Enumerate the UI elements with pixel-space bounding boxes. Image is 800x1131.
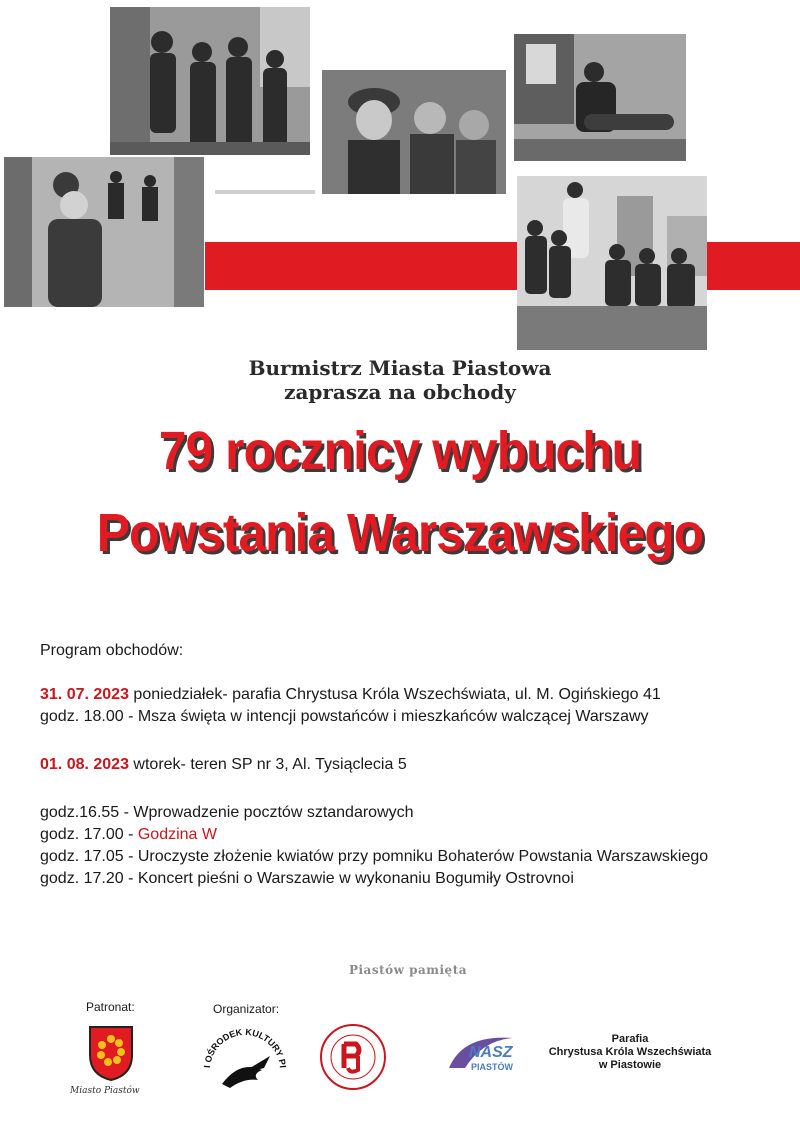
mok-logo xyxy=(200,1022,290,1112)
event-4: godz. 17.20 - Koncert pieśni o Warszawie w wykonaniu Bogumiły Ostrovnoi xyxy=(40,870,574,887)
mok-arc-text: I OŚRODEK KULTURY PI xyxy=(202,1026,288,1069)
insurgents-group-street-photo xyxy=(110,7,310,155)
event-2 xyxy=(40,824,217,845)
young-insurgent-walking-photo xyxy=(4,157,204,307)
nasz-piastow-logo xyxy=(443,1030,533,1080)
headline-line-1: 79 rocznicy wybuchu xyxy=(158,421,642,481)
day1-description: poniedziałek- parafia Chrystusa Króla Wszechświata, ul. M. Ogińskiego 41 xyxy=(128,686,661,703)
parish-line-1: Parafia xyxy=(611,1033,649,1045)
headline-line-2: Powstania Warszawskiego xyxy=(96,503,704,563)
nasz-logo-text: NASZ xyxy=(469,1044,513,1061)
invite-line: zaprasza na obchody xyxy=(284,380,516,404)
flag-red-stripe xyxy=(205,242,800,290)
town-signature: Miasto Piastów xyxy=(70,1086,140,1096)
insurgent-carrying-comrade-photo xyxy=(514,34,686,161)
event-3: godz. 17.05 - Uroczyste złożenie kwiatów przy pomniku Bohaterów Powstania Warszawskiego xyxy=(40,848,709,865)
day2-date: 01. 08. 2023 xyxy=(40,756,129,773)
patronat-label: Patronat: xyxy=(86,1000,135,1014)
parish-line-3: w Piastowie xyxy=(598,1059,662,1071)
inviter-line: Burmistrz Miasta Piastowa xyxy=(248,356,552,380)
motto: Piastów pamięta xyxy=(348,963,468,977)
day1-mass: godz. 18.00 - Msza święta w intencji powstańców i mieszkańców walczącej Warszawy xyxy=(40,708,649,725)
program-title: Program obchodów: xyxy=(40,642,184,659)
event-2-prefix: godz. 17.00 - xyxy=(40,826,138,843)
day2-description: wtorek- teren SP nr 3, Al. Tysiąclecia 5 xyxy=(128,756,407,773)
piastow-coat-of-arms-logo xyxy=(88,1025,134,1081)
organizator-label: Organizator: xyxy=(213,1002,280,1016)
parish-credit xyxy=(540,1033,720,1072)
nasz-logo-subtext: PIASTÓW xyxy=(471,1062,513,1072)
program-day2-line xyxy=(40,754,407,775)
day1-date: 31. 07. 2023 xyxy=(40,686,129,703)
event-2-highlight: Godzina W xyxy=(137,826,217,843)
svg-text:MIEJSKI OŚRODEK KULTURY PIASTÓ xyxy=(200,1022,288,1068)
grey-divider xyxy=(215,190,315,194)
parish-line-2: Chrystusa Króla Wszechświata xyxy=(548,1046,712,1058)
event-1: godz.16.55 - Wprowadzenie pocztów sztandarowych xyxy=(40,804,414,821)
program-day1-line xyxy=(40,684,661,705)
insurgents-resting-ruins-photo xyxy=(517,176,707,350)
smiling-insurgents-helmets-photo xyxy=(322,70,506,194)
polish-underground-state-seal-logo xyxy=(318,1022,388,1092)
